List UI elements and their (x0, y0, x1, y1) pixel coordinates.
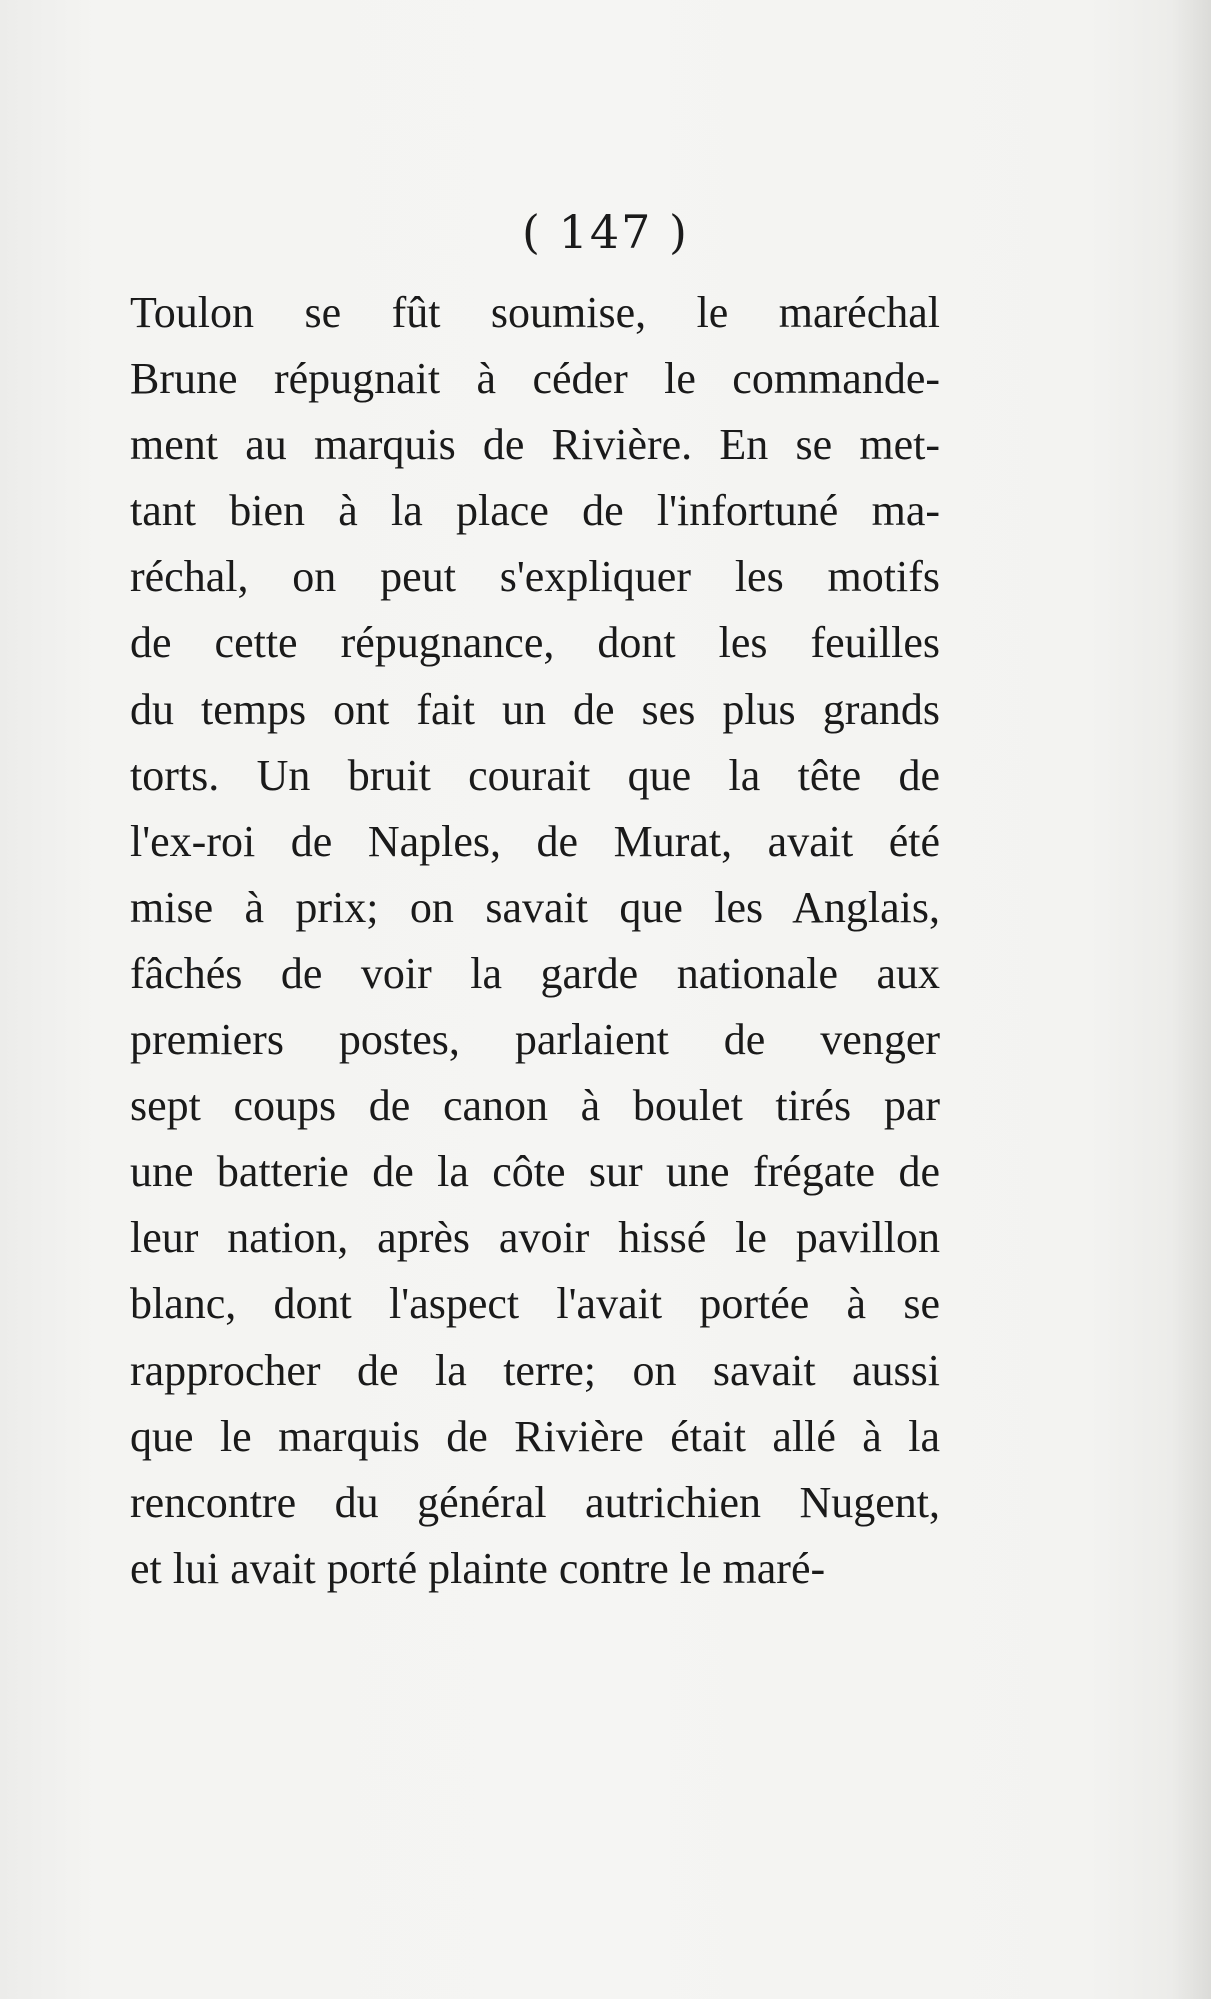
text-line: réchal, on peut s'expliquer les motifs (130, 552, 940, 602)
text-line: rapprocher de la terre; on savait aussi (130, 1345, 940, 1395)
text-line: du temps ont fait un de ses plus grands (130, 684, 940, 734)
text-line: mise à prix; on savait que les Anglais, (130, 882, 940, 932)
text-line: rencontre du général autrichien Nugent, (130, 1477, 940, 1527)
page-edge-shadow (1171, 0, 1211, 1999)
text-line: blanc, dont l'aspect l'avait portée à se (130, 1279, 940, 1329)
text-line: ment au marquis de Rivière. En se met- (130, 420, 940, 470)
text-line: sept coups de canon à boulet tirés par (130, 1081, 940, 1131)
text-line: leur nation, après avoir hissé le pavillon (130, 1213, 940, 1263)
text-line: premiers postes, parlaient de venger (130, 1015, 940, 1065)
text-line: une batterie de la côte sur une frégate de (130, 1147, 940, 1197)
page-number: ( 147 ) (522, 205, 689, 259)
text-line: Toulon se fût soumise, le maréchal (130, 288, 940, 337)
text-line: tant bien à la place de l'infortuné ma- (130, 486, 940, 536)
text-line: que le marquis de Rivière était allé à la (130, 1411, 940, 1461)
body-text (130, 280, 940, 1602)
text-line: fâchés de voir la garde nationale aux (130, 948, 940, 998)
text-line: Brune répugnait à céder le commande- (130, 354, 940, 404)
text-line: et lui avait porté plainte contre le maré- (130, 1543, 826, 1593)
text-line: de cette répugnance, dont les feuilles (130, 618, 940, 668)
text-line: torts. Un bruit courait que la tête de (130, 750, 940, 800)
text-line: l'ex-roi de Naples, de Murat, avait été (130, 816, 940, 866)
